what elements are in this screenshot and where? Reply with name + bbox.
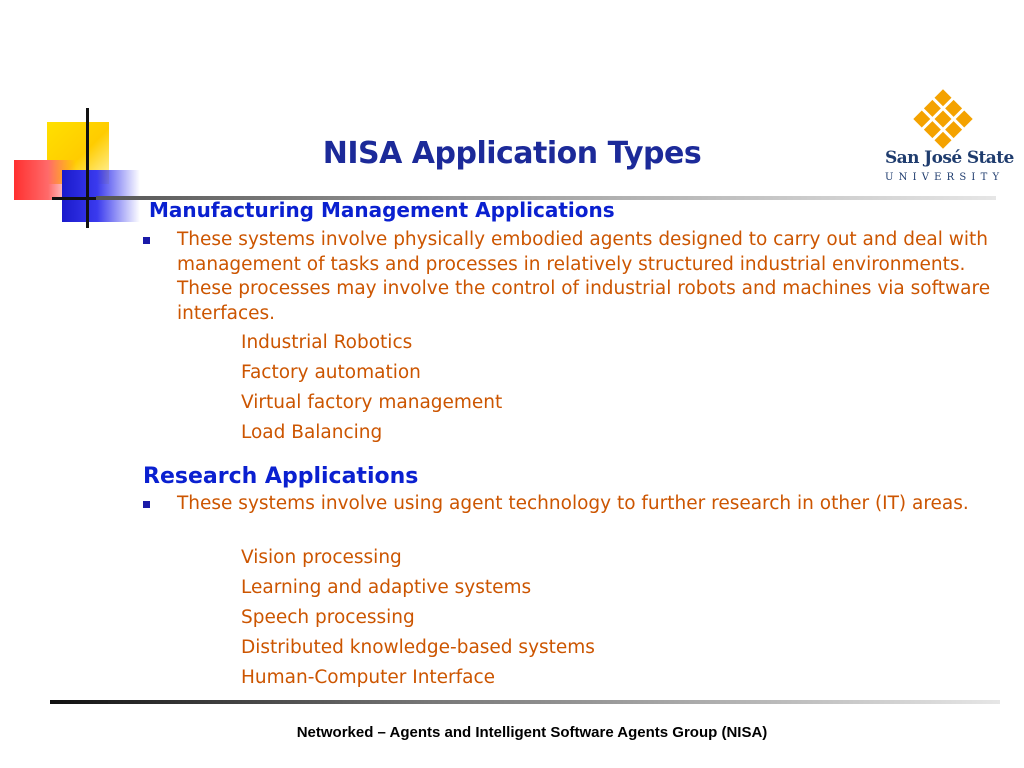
section-heading-manufacturing: Manufacturing Management Applications bbox=[149, 198, 615, 222]
section-heading-research: Research Applications bbox=[143, 464, 419, 489]
slide-title: NISA Application Types bbox=[322, 136, 702, 171]
list-item: Industrial Robotics bbox=[241, 332, 413, 353]
list-item: Load Balancing bbox=[241, 422, 383, 443]
list-item: Human-Computer Interface bbox=[241, 667, 496, 688]
bullet-research bbox=[177, 492, 1007, 517]
bullet-text: These systems involve physically embodied agents designed to carry out and deal with management of tasks and processes in relatively structured industrial environments. These processes may involve the control of industrial robots and machines via software interfaces. bbox=[177, 229, 991, 324]
list-item: Vision processing bbox=[241, 547, 402, 568]
bullet-square-icon bbox=[143, 237, 150, 244]
footer-divider bbox=[50, 700, 1000, 704]
bullet-text: These systems involve using agent technology to further research in other (IT) areas. bbox=[177, 493, 969, 514]
logo-university-name: San José State bbox=[885, 148, 1014, 168]
slide-footer: Networked – Agents and Intelligent Software Agents Group (NISA) bbox=[296, 724, 768, 741]
list-item: Distributed knowledge-based systems bbox=[241, 637, 595, 658]
list-item: Speech processing bbox=[241, 607, 415, 628]
logo-university-subtitle: UNIVERSITY bbox=[885, 172, 1005, 183]
list-item: Factory automation bbox=[241, 362, 421, 383]
bullet-square-icon bbox=[143, 501, 150, 508]
list-item: Virtual factory management bbox=[241, 392, 503, 413]
list-item: Learning and adaptive systems bbox=[241, 577, 532, 598]
sjsu-emblem-icon bbox=[910, 88, 976, 150]
bullet-manufacturing bbox=[177, 228, 1007, 326]
sjsu-logo bbox=[885, 88, 1014, 188]
